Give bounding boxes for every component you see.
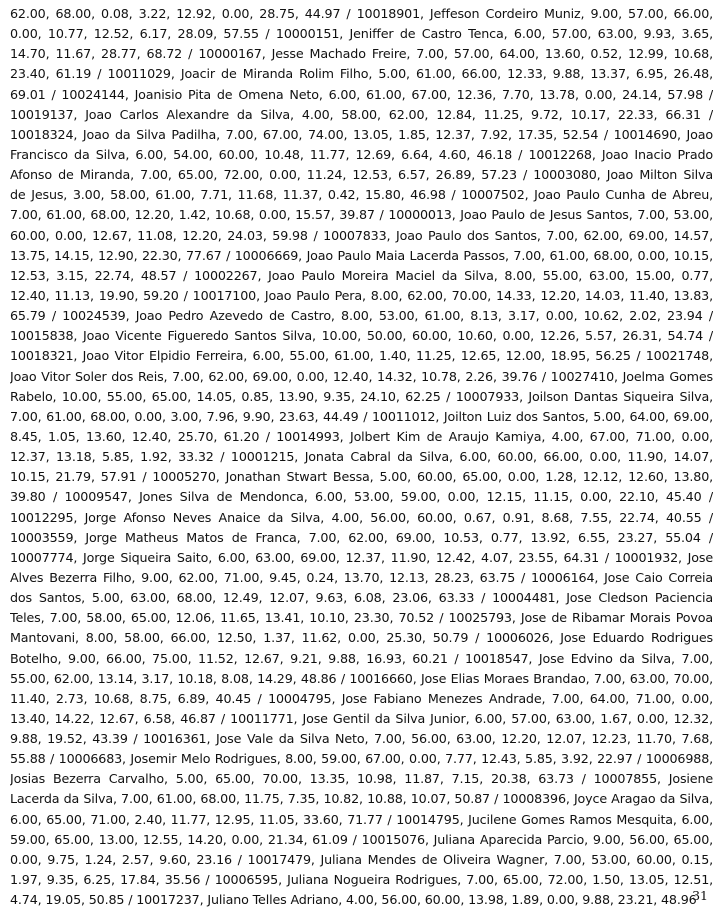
text-line: 0.00, 9.75, 1.24, 2.57, 9.60, 23.16 / 10017479, Juliana Mendes de Oliveira Wagner, 7.00, 53.00, 60.00, 0.15, [10, 851, 713, 867]
text-line: Botelho, 9.00, 66.00, 75.00, 11.52, 12.67, 9.21, 9.88, 16.93, 60.21 / 10018547, Jose Edvino da Silva, 7.00, [10, 650, 713, 666]
text-line: 6.00, 65.00, 71.00, 2.40, 11.77, 12.95, 11.05, 33.60, 71.77 / 10014795, Jucilene Gomes Ramos Mesquita, 6.00, [10, 811, 713, 827]
text-line: 55.88 / 10006683, Josemir Melo Rodrigues, 8.00, 59.00, 67.00, 0.00, 7.77, 12.43, 5.85, 3.92, 22.97 / 10006988, [10, 751, 713, 767]
text-line: 60.00, 0.00, 12.67, 11.08, 12.20, 24.03, 59.98 / 10007833, Joao Paulo dos Santos, 7.00, 62.00, 69.00, 14.57, [10, 227, 713, 243]
text-line: Afonso de Miranda, 7.00, 65.00, 72.00, 0.00, 11.24, 12.53, 6.57, 26.89, 57.23 / 10003080, Joao Milton Silva [10, 167, 713, 183]
document-body [10, 4, 713, 910]
text-line: 59.00, 65.00, 13.00, 12.55, 14.20, 0.00, 21.34, 61.09 / 10015076, Juliana Aparecida Parcio, 9.00, 56.00, 65.00, [10, 831, 713, 847]
text-line: 14.70, 11.67, 28.77, 68.72 / 10000167, Jesse Machado Freire, 7.00, 57.00, 64.00, 13.60, 0.52, 12.99, 10.68, [10, 46, 713, 62]
text-line: Lacerda da Silva, 7.00, 61.00, 68.00, 11.75, 7.35, 10.82, 10.88, 10.07, 50.87 / 10008396, Joyce Aragao da Silva, [10, 791, 713, 807]
page-number: 31 [692, 888, 708, 903]
text-line: 10018324, Joao da Silva Padilha, 7.00, 67.00, 74.00, 13.05, 1.85, 12.37, 7.92, 17.35, 52.54 / 10014690, Joao [10, 126, 713, 142]
text-line: 69.01 / 10024144, Joanisio Pita de Omena Neto, 6.00, 61.00, 67.00, 12.36, 7.70, 13.78, 0.00, 24.14, 57.98 / [10, 86, 713, 102]
text-line: 11.40, 2.73, 10.68, 8.75, 6.89, 40.45 / 10004795, Jose Fabiano Menezes Andrade, 7.00, 64.00, 71.00, 0.00, [10, 690, 713, 706]
text-line: 12.53, 3.15, 22.74, 48.57 / 10002267, Joao Paulo Moreira Maciel da Silva, 8.00, 55.00, 63.00, 15.00, 0.77, [10, 267, 713, 283]
text-line: 23.40, 61.19 / 10011029, Joacir de Miranda Rolim Filho, 5.00, 61.00, 66.00, 12.33, 9.88, 13.37, 6.95, 26.48, [10, 66, 713, 82]
text-line: 10015838, Joao Vicente Figueredo Santos Silva, 10.00, 50.00, 60.00, 10.60, 0.00, 12.26, 5.57, 26.31, 54.74 / [10, 328, 713, 344]
text-line: 4.74, 19.05, 50.85 / 10017237, Juliano Telles Adriano, 4.00, 56.00, 60.00, 13.98, 1.89, 0.00, 9.88, 23.21, 48.96 [10, 892, 697, 908]
text-line: 13.40, 14.22, 12.67, 6.58, 46.87 / 10011771, Jose Gentil da Silva Junior, 6.00, 57.00, 63.00, 1.67, 0.00, 12.32, [10, 710, 713, 726]
text-line: 10007774, Jorge Siqueira Saito, 6.00, 63.00, 69.00, 12.37, 11.90, 12.42, 4.07, 23.55, 64.31 / 10001932, Jose [10, 549, 713, 565]
text-line: Francisco da Silva, 6.00, 54.00, 60.00, 10.48, 11.77, 12.69, 6.64, 4.60, 46.18 / 10012268, Joao Inacio Prado [10, 146, 713, 162]
text-line: 65.79 / 10024539, Joao Pedro Azevedo de Castro, 8.00, 53.00, 61.00, 8.13, 3.17, 0.00, 10.62, 2.02, 23.94 / [10, 308, 713, 324]
text-line: Josias Bezerra Carvalho, 5.00, 65.00, 70.00, 13.35, 10.98, 11.87, 7.15, 20.38, 63.73 / 10007855, Josiene [10, 771, 713, 787]
text-line: 10018321, Joao Vitor Elpidio Ferreira, 6.00, 55.00, 61.00, 1.40, 11.25, 12.65, 12.00, 18.95, 56.25 / 10021748, [10, 348, 713, 364]
text-line: Teles, 7.00, 58.00, 65.00, 12.06, 11.65, 13.41, 10.10, 23.30, 70.52 / 10025793, Jose de Ribamar Morais Povoa [10, 610, 713, 626]
text-line: 9.88, 19.52, 43.39 / 10016361, Jose Vale da Silva Neto, 7.00, 56.00, 63.00, 12.20, 12.07, 12.23, 11.70, 7.68, [10, 731, 713, 747]
text-line: 62.00, 68.00, 0.08, 3.22, 12.92, 0.00, 28.75, 44.97 / 10018901, Jeffeson Cordeiro Muniz, 9.00, 57.00, 66.00, [10, 6, 713, 21]
text-line: 1.97, 9.35, 6.25, 17.84, 35.56 / 10006595, Juliana Nogueira Rodrigues, 7.00, 65.00, 72.00, 1.50, 13.05, 12.51, [10, 872, 713, 888]
text-line: 7.00, 61.00, 68.00, 0.00, 3.00, 7.96, 9.90, 23.63, 44.49 / 10011012, Joilton Luiz dos Santos, 5.00, 64.00, 69.00, [10, 408, 713, 424]
text-line: 55.00, 62.00, 13.14, 3.17, 10.18, 8.08, 14.29, 48.86 / 10016660, Jose Elias Moraes Brandao, 7.00, 63.00, 70.00, [10, 670, 713, 686]
text-line: 10012295, Jorge Afonso Neves Anaice da Silva, 4.00, 56.00, 60.00, 0.67, 0.91, 8.68, 7.55, 22.74, 40.55 / [10, 509, 713, 525]
text-line: 7.00, 61.00, 68.00, 12.20, 1.42, 10.68, 0.00, 15.57, 39.87 / 10000013, Joao Paulo de Jesus Santos, 7.00, 53.00, [10, 207, 713, 223]
text-line: Mantovani, 8.00, 58.00, 66.00, 12.50, 1.37, 11.62, 0.00, 25.30, 50.79 / 10006026, Jose Eduardo Rodrigues [10, 630, 713, 646]
text-line: 8.45, 1.05, 13.60, 12.40, 25.70, 61.20 / 10014993, Jolbert Kim de Araujo Kamiya, 4.00, 67.00, 71.00, 0.00, [10, 428, 713, 444]
text-line: 39.80 / 10009547, Jones Silva de Mendonca, 6.00, 53.00, 59.00, 0.00, 12.15, 11.15, 0.00, 22.10, 45.40 / [10, 489, 713, 505]
text-line: 12.37, 13.18, 5.85, 1.92, 33.32 / 10001215, Jonata Cabral da Silva, 6.00, 60.00, 66.00, 0.00, 11.90, 14.07, [10, 449, 713, 465]
text-line: 10003559, Jorge Matheus Matos de Franca, 7.00, 62.00, 69.00, 10.53, 0.77, 13.92, 6.55, 23.27, 55.04 / [10, 529, 713, 545]
text-line: 10019137, Joao Carlos Alexandre da Silva, 4.00, 58.00, 62.00, 12.84, 11.25, 9.72, 10.17, 22.33, 66.31 / [10, 106, 713, 122]
text-line: 0.00, 10.77, 12.52, 6.17, 28.09, 57.55 / 10000151, Jeniffer de Castro Tenca, 6.00, 57.00, 63.00, 9.93, 3.65, [10, 26, 713, 42]
text-line: 10.15, 21.79, 57.91 / 10005270, Jonathan Stwart Bessa, 5.00, 60.00, 65.00, 0.00, 1.28, 12.12, 12.60, 13.80, [10, 469, 713, 485]
text-line: de Jesus, 3.00, 58.00, 61.00, 7.71, 11.68, 11.37, 0.42, 15.80, 46.98 / 10007502, Joao Paulo Cunha de Abreu, [10, 187, 713, 203]
text-line: 13.75, 14.15, 12.90, 22.30, 77.67 / 10006669, Joao Paulo Maia Lacerda Passos, 7.00, 61.00, 68.00, 0.00, 10.15, [10, 247, 713, 263]
text-line: Joao Vitor Soler dos Reis, 7.00, 62.00, 69.00, 0.00, 12.40, 14.32, 10.78, 2.26, 39.76 / 10027410, Joelma Gomes [10, 368, 713, 384]
text-line: dos Santos, 5.00, 63.00, 68.00, 12.49, 12.07, 9.63, 6.08, 23.06, 63.33 / 10004481, Jose Cledson Paciencia [10, 590, 713, 606]
text-line: Rabelo, 10.00, 55.00, 65.00, 14.05, 0.85, 13.90, 9.35, 24.10, 62.25 / 10007933, Joilson Dantas Siqueira Silva, [10, 388, 713, 404]
text-line: 12.40, 11.13, 19.90, 59.20 / 10017100, Joao Paulo Pera, 8.00, 62.00, 70.00, 14.33, 12.20, 14.03, 11.40, 13.83, [10, 287, 713, 303]
text-line: Alves Bezerra Filho, 9.00, 62.00, 71.00, 9.45, 0.24, 13.70, 12.13, 28.23, 63.75 / 10006164, Jose Caio Correia [10, 569, 713, 585]
